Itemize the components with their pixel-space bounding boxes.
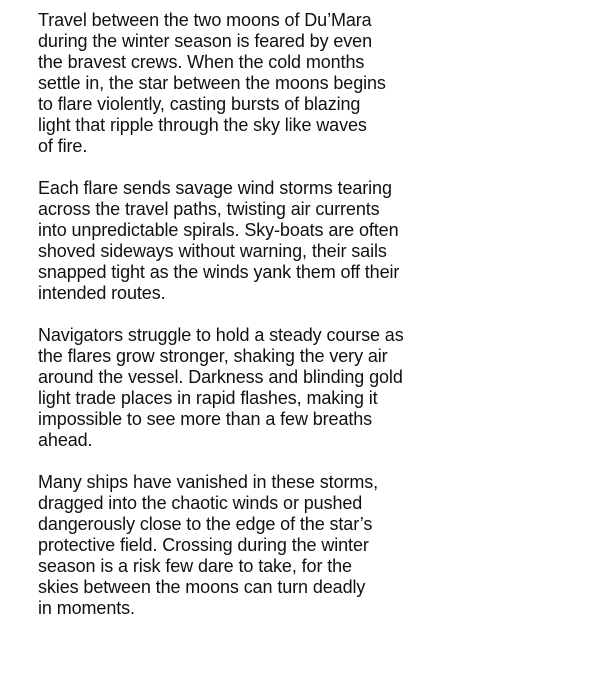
- paragraph-3: [38, 325, 558, 451]
- text-line: snapped tight as the winds yank them off their: [38, 262, 400, 282]
- text-line: light trade places in rapid flashes, making it: [38, 388, 378, 408]
- document-body: [38, 10, 558, 640]
- text-line: of fire.: [38, 136, 88, 156]
- text-line: Travel between the two moons of Du’Mara: [38, 10, 372, 30]
- text-line: the bravest crews. When the cold months: [38, 52, 365, 72]
- text-line: Each flare sends savage wind storms tearing: [38, 178, 392, 198]
- text-line: skies between the moons can turn deadly: [38, 577, 366, 597]
- paragraph-2: [38, 178, 558, 304]
- text-line: dangerously close to the edge of the star’s: [38, 514, 373, 534]
- paragraph-4: [38, 472, 558, 619]
- text-line: season is a risk few dare to take, for the: [38, 556, 352, 576]
- text-line: light that ripple through the sky like waves: [38, 115, 367, 135]
- text-line: the flares grow stronger, shaking the very air: [38, 346, 388, 366]
- text-line: during the winter season is feared by even: [38, 31, 373, 51]
- text-line: into unpredictable spirals. Sky-boats are often: [38, 220, 399, 240]
- text-line: shoved sideways without warning, their sails: [38, 241, 387, 261]
- text-line: to flare violently, casting bursts of blazing: [38, 94, 361, 114]
- text-line: settle in, the star between the moons begins: [38, 73, 386, 93]
- text-line: dragged into the chaotic winds or pushed: [38, 493, 363, 513]
- text-line: impossible to see more than a few breaths: [38, 409, 373, 429]
- text-line: protective field. Crossing during the winter: [38, 535, 369, 555]
- text-line: intended routes.: [38, 283, 166, 303]
- text-line: ahead.: [38, 430, 93, 450]
- paragraph-1: [38, 10, 558, 157]
- text-line: Navigators struggle to hold a steady course as: [38, 325, 404, 345]
- text-line: in moments.: [38, 598, 135, 618]
- text-line: across the travel paths, twisting air currents: [38, 199, 380, 219]
- text-line: around the vessel. Darkness and blinding gold: [38, 367, 403, 387]
- text-line: Many ships have vanished in these storms,: [38, 472, 379, 492]
